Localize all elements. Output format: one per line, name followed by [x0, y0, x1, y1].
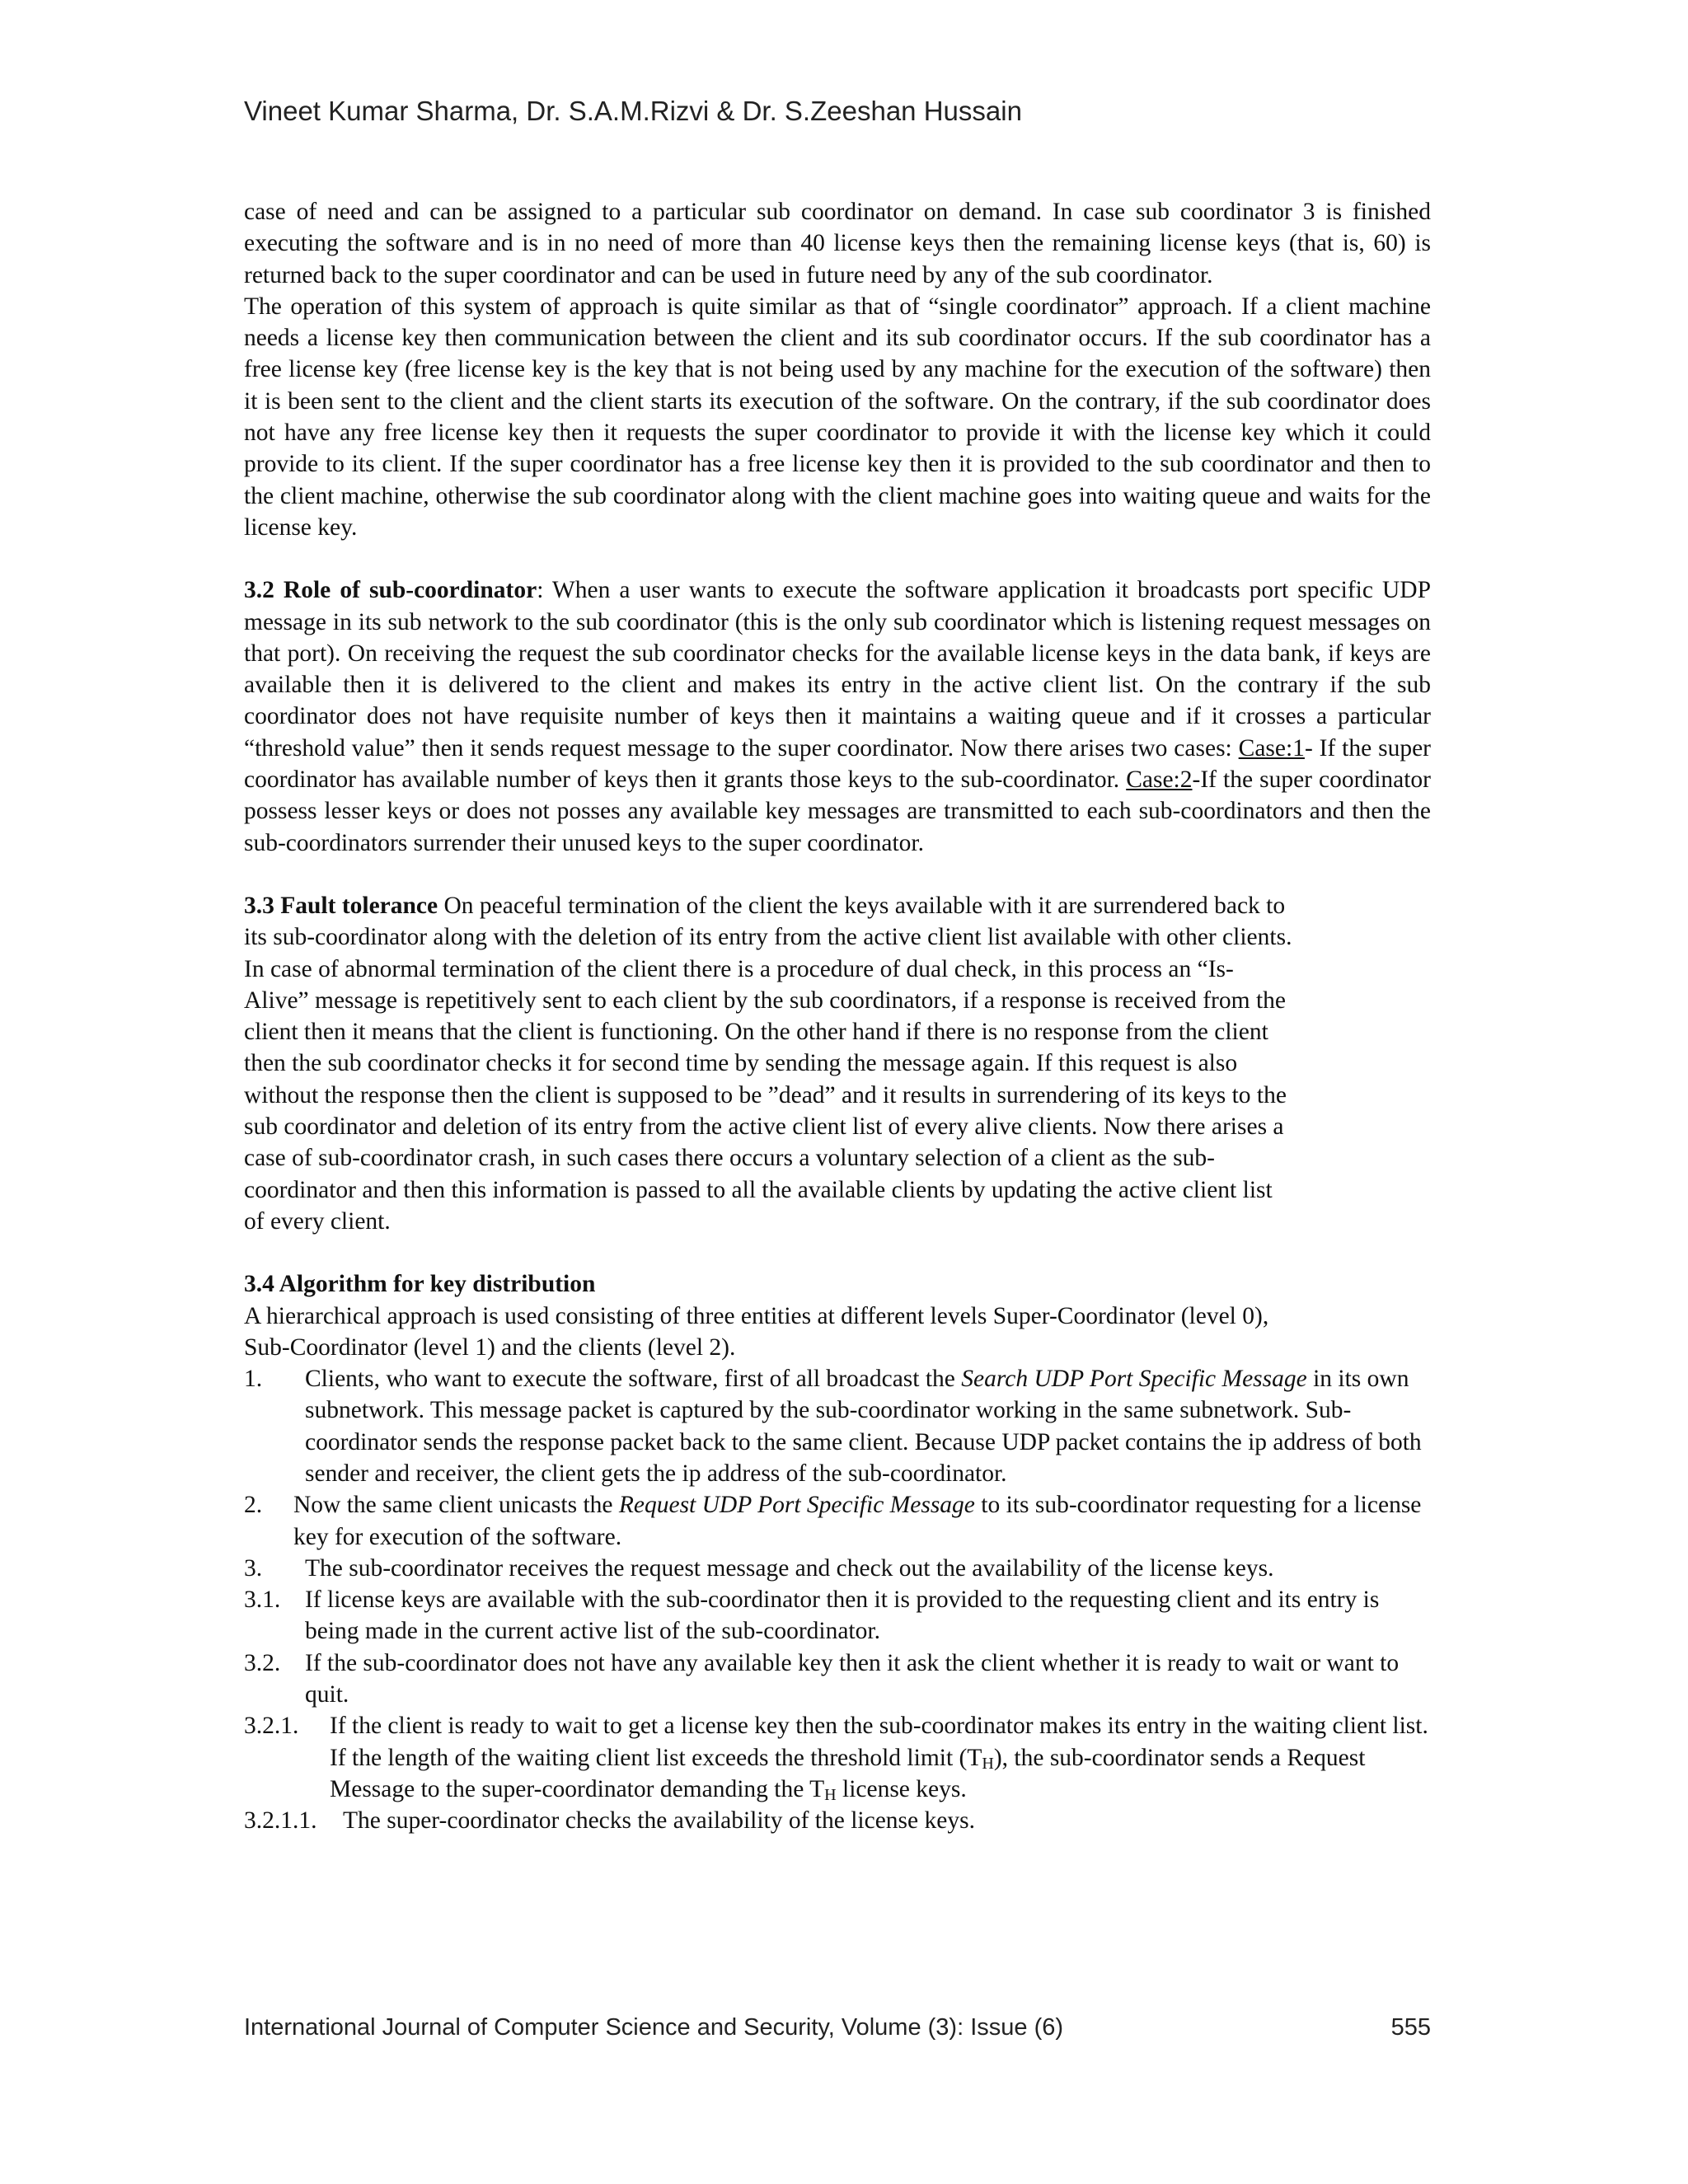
algorithm-step-3-2-1	[244, 1710, 1431, 1805]
case-1-label: Case:1	[1238, 734, 1305, 762]
threshold-subscript: H	[982, 1754, 994, 1773]
document-body	[244, 196, 1431, 1837]
footer-journal-citation: International Journal of Computer Science and Security, Volume (3): Issue (6)	[244, 2014, 1064, 2041]
section-3-2-text-c: -If the super coordinator possess lesser keys or does not posses any available key messages are transmitted to each sub-coordinators and then the sub-coordinators surrender their unused keys to the super coordinator.	[244, 766, 1432, 856]
algorithm-step-3	[244, 1553, 1431, 1584]
paragraph-continuation: case of need and can be assigned to a particular sub coordinator on demand. In case sub coordinator 3 is finished executing the software and is in no need of more than 40 license keys then the remaining license keys (that is, 60) is returned back to the super coordinator and can be used in future need by any of the sub coordinator.	[244, 199, 1431, 288]
section-3-3-line-text: On peaceful termination of the client the keys available with it are surrendered back to	[438, 892, 1286, 919]
section-3-3-line: client then it means that the client is functioning. On the other hand if there is no response from the client	[244, 1019, 1268, 1046]
step-number: 3.2.	[244, 1649, 281, 1676]
step-number: 3.	[244, 1554, 263, 1582]
step-text: ), the sub-coordinator sends a Request Message to the super-coordinator demanding the T	[330, 1744, 1366, 1802]
step-number: 3.2.1.	[244, 1713, 299, 1740]
step-text: If the sub-coordinator does not have any available key then it ask the client whether it is ready to wait or want to quit.	[305, 1649, 1400, 1708]
algorithm-step-3-2	[244, 1647, 1431, 1711]
section-3-2-text-a: : When a user wants to execute the software application it broadcasts port specific UDP message in its sub network to the sub coordinator (this is the only sub coordinator which is listening request messages on that port). On receiving the request the sub coordinator checks for the available license keys in the data bank, if keys are available then it is delivered to the client and makes its entry in the active client list. On the contrary if the sub coordinator does not have requisite number of keys then it maintains a waiting queue and if it crosses a particular “threshold value” then it sends request message to the super coordinator. Now there arises two cases:	[244, 577, 1432, 762]
section-3-3-line: In case of abnormal termination of the client there is a procedure of dual check, in this process an “Is-	[244, 955, 1234, 982]
algorithm-step-3-1	[244, 1584, 1431, 1647]
section-3-3-line: Alive” message is repetitively sent to each client by the sub coordinators, if a response is received from the	[244, 987, 1286, 1014]
section-3-3-line: sub coordinator and deletion of its entry from the active client list of every alive clients. Now there arises a	[244, 1113, 1284, 1141]
section-3-3-line: without the response then the client is supposed to be ”dead” and it results in surrendering of its keys to the	[244, 1081, 1287, 1108]
step-text: Clients, who want to execute the software, first of all broadcast the	[305, 1366, 962, 1393]
case-2-label: Case:2	[1126, 766, 1193, 794]
section-3-4-heading-text: 3.4 Algorithm for key distribution	[244, 1271, 596, 1298]
step-text: to its sub-coordinator requesting for a license key for execution of the software.	[293, 1492, 1422, 1550]
step-number: 2.	[244, 1492, 263, 1519]
step-text: in its own subnetwork. This message packet is captured by the sub-coordinator working in the same subnetwork. Sub-coordinator sends the response packet back to the same client. Because UDP packet contains the ip address of both sender and receiver, the client gets the ip address of the sub-coordinator.	[305, 1366, 1422, 1487]
section-3-3-line: coordinator and then this information is passed to all the available clients by updating the active client list	[244, 1176, 1273, 1203]
threshold-subscript: H	[824, 1785, 837, 1804]
algorithm-step-1	[244, 1363, 1431, 1489]
paragraph-gap	[244, 543, 1431, 574]
paragraph-gap	[244, 1237, 1431, 1268]
section-3-2-heading: 3.2 Role of sub-coordinator	[244, 577, 537, 604]
section-3-3-line: case of sub-coordinator crash, in such cases there occurs a voluntary selection of a client as the sub-	[244, 1145, 1215, 1172]
step-text: The super-coordinator checks the availability of the license keys.	[343, 1807, 975, 1835]
section-3-4-intro-line: A hierarchical approach is used consisting of three entities at different levels Super-Coordinator (level 0),	[244, 1302, 1269, 1329]
paragraph-operation: The operation of this system of approach is quite similar as that of “single coordinator” approach. If a client machine needs a license key then communication between the client and its sub coordinator occurs. If the sub coordinator has a free license key (free license key is the key that is not being used by any machine for the execution of the software) then it is been sent to the client and the client starts its execution of the software. On the contrary, if the sub coordinator does not have any free license key then it requests the super coordinator to provide it with the license key which it could provide to its client. If the super coordinator has a free license key then it is provided to the sub coordinator and then to the client machine, otherwise the sub coordinator along with the client machine goes into waiting queue and waits for the license key.	[244, 293, 1431, 541]
section-3-3-line: of every client.	[244, 1207, 391, 1235]
section-3-4-heading	[244, 1268, 1431, 1300]
section-3-3-heading: 3.3 Fault tolerance	[244, 892, 438, 919]
section-3-3-line: then the sub coordinator checks it for second time by sending the message again. If this request is also	[244, 1050, 1238, 1077]
page-footer	[244, 2014, 1431, 2041]
footer-page-number: 555	[1390, 2014, 1431, 2041]
section-3-2-paragraph	[244, 574, 1431, 859]
paragraph-gap	[244, 859, 1431, 890]
section-3-3-line	[244, 890, 1431, 921]
running-header-authors: Vineet Kumar Sharma, Dr. S.A.M.Rizvi & Dr. S.Zeeshan Hussain	[244, 96, 1022, 126]
section-3-3-paragraph	[244, 890, 1431, 1237]
step-message-name: Request UDP Port Specific Message	[618, 1492, 975, 1519]
step-text: The sub-coordinator receives the request message and check out the availability of the license keys.	[305, 1554, 1274, 1582]
step-number: 3.1.	[244, 1586, 281, 1614]
step-text: If license keys are available with the sub-coordinator then it is provided to the requesting client and its entry is being made in the current active list of the sub-coordinator.	[305, 1586, 1380, 1645]
step-number: 1.	[244, 1366, 263, 1393]
algorithm-step-3-2-1-1	[244, 1805, 1431, 1836]
algorithm-step-2	[244, 1489, 1431, 1553]
step-text: Now the same client unicasts the	[293, 1492, 619, 1519]
step-number: 3.2.1.1.	[244, 1807, 317, 1835]
step-text: If the client is ready to wait to get a license key then the sub-coordinator makes its entry in the waiting client list. If the length of the waiting client list exceeds the threshold limit (T	[330, 1713, 1428, 1771]
section-3-4-intro-line: Sub-Coordinator (level 1) and the clients (level 2).	[244, 1333, 736, 1361]
step-message-name: Search UDP Port Specific Message	[961, 1366, 1307, 1393]
section-3-4	[244, 1268, 1431, 1836]
section-3-2-text-b: - If the super coordinator has available number of keys then it grants those keys to the sub-coordinator.	[244, 734, 1431, 794]
section-3-3-line: its sub-coordinator along with the deletion of its entry from the active client list available with other clients.	[244, 924, 1292, 951]
step-text: license keys.	[836, 1775, 967, 1802]
